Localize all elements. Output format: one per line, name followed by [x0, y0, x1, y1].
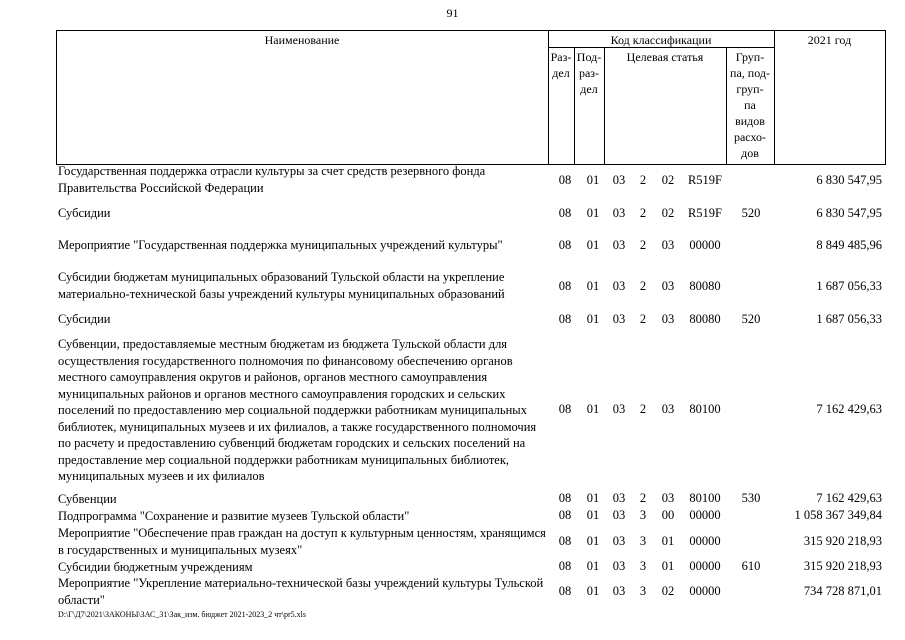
code-classification-header: Код классификации [610, 33, 712, 47]
podrazdel-code: 01 [586, 206, 600, 220]
expense-type-code: 530 [741, 491, 761, 505]
razdel-column-header: Раз- дел [550, 50, 572, 80]
program-code: 03 [612, 491, 626, 505]
measure-code: 01 [661, 559, 675, 573]
page-number: 91 [446, 6, 459, 20]
podrazdel-code: 01 [586, 279, 600, 293]
measure-code: 03 [661, 279, 675, 293]
file-path-footer: D:\Г\Д7\2021\ЗАКОНЫ\ЗАС_31\Зак_изм. бюджет 2021-2023_2 чт\pr5.xls [58, 610, 307, 619]
podrazdel-code: 01 [586, 508, 600, 522]
razdel-code: 08 [558, 173, 572, 187]
row-name: Субсидии [58, 206, 111, 220]
amount-2021: 8 849 485,96 [816, 238, 882, 252]
measure-code: 01 [661, 534, 675, 548]
header-border [56, 31, 57, 164]
row-name: Субсидии бюджетам муниципальных образований Тульской области на укрепление материально-технической базы учреждений культуры муниципальных образований [58, 270, 505, 301]
measure-code: 00 [661, 508, 675, 522]
razdel-code: 08 [558, 402, 572, 416]
razdel-code: 08 [558, 534, 572, 548]
subprogram-code: 2 [639, 402, 647, 416]
expense-type-code: 520 [741, 312, 761, 326]
program-code: 03 [612, 534, 626, 548]
razdel-code: 08 [558, 491, 572, 505]
podrazdel-code: 01 [586, 491, 600, 505]
amount-2021: 1 687 056,33 [816, 312, 882, 326]
amount-2021: 7 162 429,63 [816, 402, 882, 416]
subprogram-code: 3 [639, 534, 647, 548]
razdel-code: 08 [558, 238, 572, 252]
measure-code: 03 [661, 491, 675, 505]
razdel-code: 08 [558, 312, 572, 326]
program-code: 03 [612, 312, 626, 326]
header-border [774, 31, 775, 164]
amount-2021: 1 058 367 349,84 [794, 508, 882, 522]
podrazdel-column-header: Под- раз- дел [576, 50, 602, 96]
amount-2021: 6 830 547,95 [816, 206, 882, 220]
amount-2021: 1 687 056,33 [816, 279, 882, 293]
measure-code: 02 [661, 206, 675, 220]
subprogram-code: 2 [639, 312, 647, 326]
direction-code: 00000 [689, 534, 721, 548]
measure-code: 03 [661, 238, 675, 252]
podrazdel-code: 01 [586, 173, 600, 187]
amount-2021: 6 830 547,95 [816, 173, 882, 187]
row-name: Субвенции [58, 492, 117, 506]
direction-code: R519F [687, 173, 723, 187]
subprogram-code: 2 [639, 491, 647, 505]
razdel-code: 08 [558, 206, 572, 220]
podrazdel-code: 01 [586, 312, 600, 326]
expense-type-code: 610 [741, 559, 761, 573]
program-code: 03 [612, 584, 626, 598]
subprogram-code: 2 [639, 279, 647, 293]
podrazdel-code: 01 [586, 402, 600, 416]
amount-2021: 315 920 218,93 [803, 534, 882, 548]
podrazdel-code: 01 [586, 559, 600, 573]
program-code: 03 [612, 402, 626, 416]
subprogram-code: 3 [639, 559, 647, 573]
podrazdel-code: 01 [586, 534, 600, 548]
subprogram-code: 2 [639, 238, 647, 252]
header-border [885, 31, 886, 164]
subprogram-code: 2 [639, 206, 647, 220]
name-column-header: Наименование [264, 33, 340, 47]
row-name: Государственная поддержка отрасли культуры за счет средств резервного фонда Правительства Российской Федерации [58, 164, 486, 195]
direction-code: 80100 [689, 491, 721, 505]
amount-2021: 7 162 429,63 [816, 491, 882, 505]
subprogram-code: 2 [639, 173, 647, 187]
row-name: Субсидии [58, 312, 111, 326]
row-name: Подпрограмма "Сохранение и развитие музеев Тульской области" [58, 509, 410, 523]
program-code: 03 [612, 238, 626, 252]
razdel-code: 08 [558, 559, 572, 573]
razdel-code: 08 [558, 584, 572, 598]
amount-2021: 315 920 218,93 [803, 559, 882, 573]
target-article-column-header: Целевая статья [626, 50, 704, 64]
amount-2021: 734 728 871,01 [803, 584, 882, 598]
program-code: 03 [612, 559, 626, 573]
podrazdel-code: 01 [586, 584, 600, 598]
program-code: 03 [612, 173, 626, 187]
direction-code: 00000 [689, 559, 721, 573]
direction-code: 80100 [689, 402, 721, 416]
row-name: Мероприятие "Обеспечение прав граждан на доступ к культурным ценностям, хранящимся в государственных и муниципальных музеях" [58, 526, 546, 557]
expense-type-code: 520 [741, 206, 761, 220]
row-name: Субвенции, предоставляемые местным бюджетам из бюджета Тульской области для осуществления государственного полномочия по финансовому обеспечению органов местного самоуправления округов и районов, органов местного самоуправления муниципальных районов и органов местного самоуправления городских и сельских поселений по предоставлению мер социальной поддержки работникам муниципальных библиотек, муниципальных музеев и их филиалов, а также государственного полномочия по расчету и предоставлению субвенций бюджетам городских и сельских поселений на предоставление мер социальной поддержки работникам муниципальных библиотек, муниципальных музеев и их филиалов [58, 337, 537, 483]
program-code: 03 [612, 206, 626, 220]
row-name: Субсидии бюджетным учреждениям [58, 560, 253, 574]
measure-code: 03 [661, 312, 675, 326]
measure-code: 02 [661, 173, 675, 187]
direction-code: 00000 [689, 508, 721, 522]
row-name: Мероприятие "Укрепление материально-технической базы учреждений культуры Тульской области" [58, 576, 544, 607]
table-header [56, 30, 886, 165]
razdel-code: 08 [558, 279, 572, 293]
direction-code: 00000 [689, 238, 721, 252]
measure-code: 02 [661, 584, 675, 598]
program-code: 03 [612, 279, 626, 293]
row-name: Мероприятие "Государственная поддержка муниципальных учреждений культуры" [58, 238, 503, 252]
direction-code: R519F [687, 206, 723, 220]
measure-code: 03 [661, 402, 675, 416]
razdel-code: 08 [558, 508, 572, 522]
podrazdel-code: 01 [586, 238, 600, 252]
subprogram-code: 3 [639, 508, 647, 522]
direction-code: 00000 [689, 584, 721, 598]
subprogram-code: 3 [639, 584, 647, 598]
year-column-header: 2021 год [807, 33, 852, 47]
direction-code: 80080 [689, 312, 721, 326]
direction-code: 80080 [689, 279, 721, 293]
expense-type-column-header: Груп- па, под- груп- па видов расхо- дов [730, 50, 770, 160]
program-code: 03 [612, 508, 626, 522]
